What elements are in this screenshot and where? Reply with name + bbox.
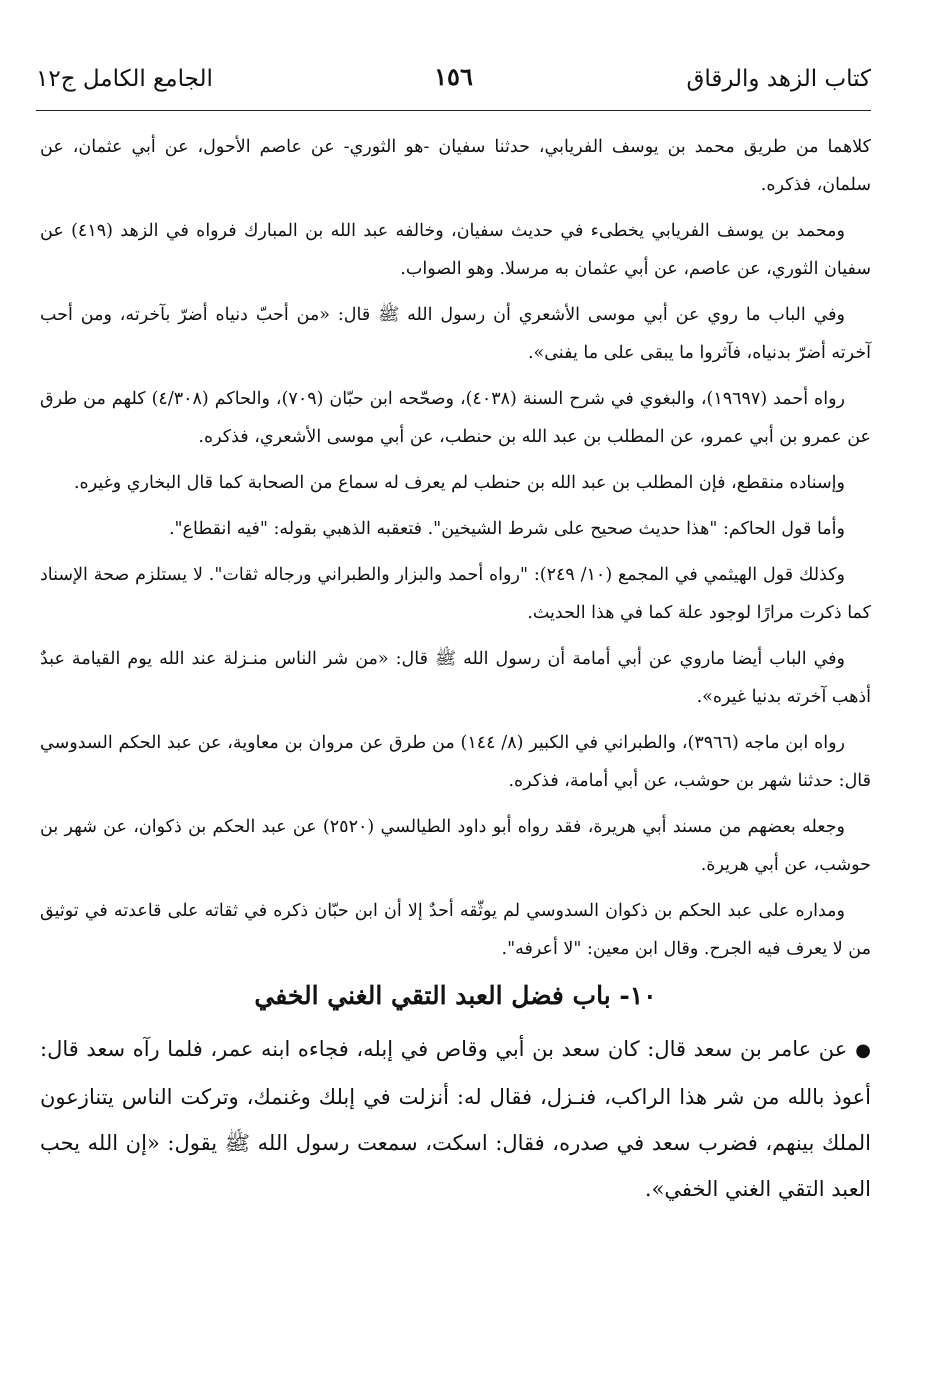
paragraph: وجعله بعضهم من مسند أبي هريرة، فقد رواه أبو داود الطيالسي (٢٥٢٠) عن عبد الحكم بن ذكوان، عن شهر بن حوشب، عن أبي هريرة. <box>40 817 871 875</box>
hadith-text: عن عامر بن سعد قال: كان سعد بن أبي وقاص في إبله، فجاءه ابنه عمر، فلما رآه سعد قال: أعوذ بالله من شر هذا الراكب، فنـزل، فقال له: أنزلت في إبلك وغنمك، وتركت الناس يتنازعون الملك بينهم، فضرب سعد في صدره، فقال: اسكت، سمعت رسول الله ﷺ يقول: «إن الله يحب العبد التقي الغني الخفي». <box>40 1037 871 1201</box>
paragraph: ومداره على عبد الحكم بن ذكوان السدوسي لم يوثّقه أحدٌ إلا أن ابن حبّان ذكره في ثقاته على قاعدته في توثيق من لا يعرف فيه الجرح. وقال ابن معين: "لا أعرفه". <box>40 901 871 959</box>
paragraph: وكذلك قول الهيثمي في المجمع (١٠/ ٢٤٩): "رواه أحمد والبزار والطبراني ورجاله ثقات". لا يستلزم صحة الإسناد كما ذكرت مرارًا لوجود علة كما في هذا الحديث. <box>40 565 871 623</box>
book-title: كتاب الزهد والرقاق <box>686 66 871 92</box>
page-number: ١٥٦ <box>434 62 473 91</box>
paragraph: وفي الباب أيضا ماروي عن أبي أمامة أن رسول الله ﷺ قال: «من شر الناس منـزلة عند الله يوم القيامة عبدٌ أذهب آخرته بدنيا غيره». <box>40 649 871 707</box>
paragraph: ومحمد بن يوسف الفريابي يخطىء في حديث سفيان، وخالفه عبد الله بن المبارك فرواه في الزهد (٤١٩) عن سفيان الثوري، عن عاصم، عن أبي عثمان به مرسلا. وهو الصواب. <box>40 221 871 279</box>
section-heading: ١٠- باب فضل العبد التقي الغني الخفي <box>254 981 657 1010</box>
page-body <box>40 128 871 1212</box>
paragraph: رواه ابن ماجه (٣٩٦٦)، والطبراني في الكبير (٨/ ١٤٤) من طرق عن مروان بن معاوية، عن عبد الحكم السدوسي قال: حدثنا شهر بن حوشب، عن أبي أمامة، فذكره. <box>40 733 871 791</box>
paragraph: وفي الباب ما روي عن أبي موسى الأشعري أن رسول الله ﷺ قال: «من أحبّ دنياه أضرّ بآخرته، ومن أحب آخرته أضرّ بدنياه، فآثروا ما يبقى على ما يفنى». <box>40 305 871 363</box>
paragraph: وإسناده منقطع، فإن المطلب بن عبد الله بن حنطب لم يعرف له سماع من الصحابة كما قال البخاري وغيره. <box>73 473 845 493</box>
paragraph: وأما قول الحاكم: "هذا حديث صحيح على شرط الشيخين". فتعقبه الذهبي بقوله: "فيه انقطاع". <box>168 519 845 539</box>
running-header <box>36 56 871 106</box>
hadith-paragraph <box>40 1026 871 1212</box>
paragraph: كلاهما من طريق محمد بن يوسف الفريابي، حدثنا سفيان -هو الثوري- عن عاصم الأحول، عن أبي عثمان، عن سلمان، فذكره. <box>40 137 871 195</box>
bullet-icon: ● <box>855 1040 871 1061</box>
header-divider <box>36 110 871 111</box>
paragraph: رواه أحمد (١٩٦٩٧)، والبغوي في شرح السنة (٤٠٣٨)، وصحّحه ابن حبّان (٧٠٩)، والحاكم (٤/٣٠٨) كلهم من طرق عن عمرو بن أبي عمرو، عن المطلب بن عبد الله بن حنطب، عن أبي موسى الأشعري، فذكره. <box>40 389 871 447</box>
volume-label: الجامع الكامل ج١٢ <box>36 66 213 92</box>
